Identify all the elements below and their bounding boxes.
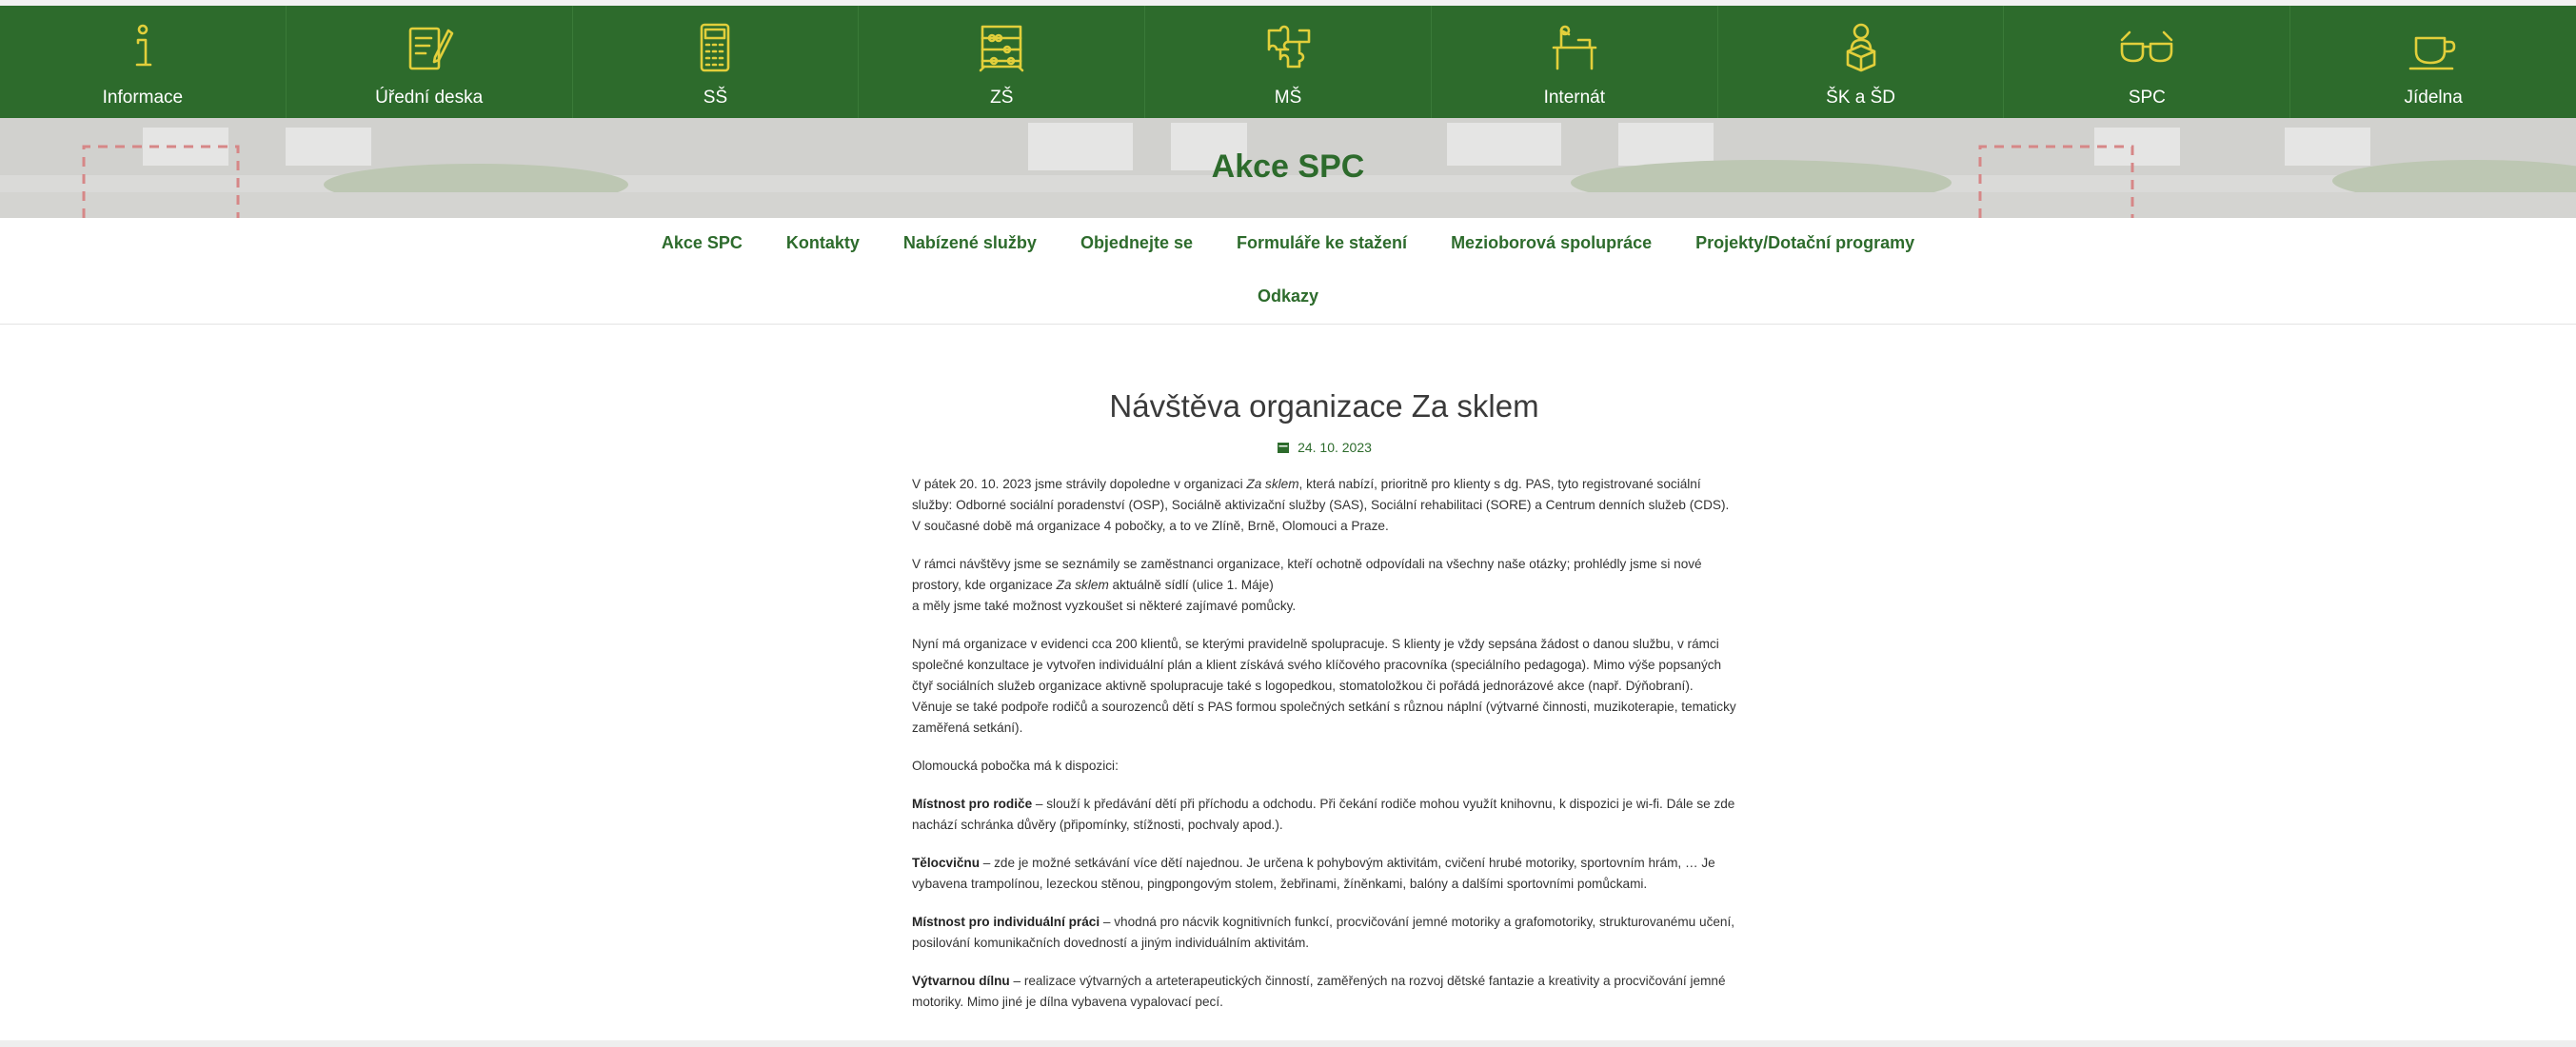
child-box-icon [1831, 19, 1892, 76]
paragraph: Místnost pro individuální práci – vhodná pro nácvik kognitivních funkcí, procvičování jemné motoriky a grafomotoriky, strukturovanému učení, posilování komunikačních dovedností a jiným individuálním aktivitám. [912, 915, 1735, 950]
paragraph: Olomoucká pobočka má k dispozici: [912, 759, 1119, 773]
top-navigation [0, 6, 2576, 118]
subnav-link-formulare[interactable]: Formuláře ke stažení [1236, 233, 1408, 252]
glasses-icon [2116, 19, 2177, 76]
nav-label: SPC [2128, 88, 2166, 108]
paragraph: Nyní má organizace v evidenci cca 200 klientů, se kterými pravidelně spolupracuje. S klienty je vždy sepsána žádost o danou službu, v rámci společné konzultace je vytvořen individuální plán a klient získává svého klíčového pracovníka (speciálního pedagoga). Mimo výše popsaných čtyř sociálních služeb organizace aktivně spolupracuje také s logopedkou, stomatoložkou či pořádá jednorázové akce (např. Dýňobraní). Věnuje se také podpoře rodičů a sourozenců dětí s PAS formou společných setkání s různou náplní (výtvarné činnosti, muzikoterapie, tematicky zaměřená setkání). [912, 637, 1736, 735]
article-title: Návštěva organizace Za sklem [1109, 388, 1539, 424]
subnav-link-kontakty[interactable]: Kontakty [785, 233, 860, 252]
nav-item-ms[interactable] [1144, 6, 1431, 118]
calculator-icon [684, 19, 745, 76]
bottom-scroll-bar [0, 1040, 2576, 1047]
nav-label: ZŠ [990, 88, 1014, 108]
subnav-link-odkazy[interactable]: Odkazy [1257, 286, 1319, 306]
cup-icon [2403, 19, 2464, 76]
article [912, 388, 1736, 1030]
subnav-link-mezioborova-spoluprace[interactable]: Mezioborová spolupráce [1451, 233, 1653, 252]
paragraph: Výtvarnou dílnu – realizace výtvarných a arteterapeutických činností, zaměřených na rozvoj dětské fantazie a kreativity a procvičování jemné motoriky. Mimo jiné je dílna vybavena vypalovací pecí. [912, 974, 1726, 1009]
nav-item-jidelna[interactable] [2289, 6, 2576, 118]
nav-label: Úřední deska [375, 88, 484, 108]
page-title: Akce SPC [1211, 148, 1365, 185]
paragraph: V rámci návštěvy jsme se seznámily se zaměstnanci organizace, kteří ochotně odpovídali na všechny naše otázky; prohlédly jsme si nové prostory, kde organizace Za sklem aktuálně sídlí (ulice 1. Máje) a měly jsme také možnost vyzkoušet si některé zajímavé pomůcky. [912, 557, 1702, 613]
nav-label: MŠ [1274, 88, 1302, 108]
abacus-icon [971, 19, 1032, 76]
nav-item-zs[interactable] [858, 6, 1144, 118]
paragraph: Místnost pro rodiče – slouží k předávání dětí při příchodu a odchodu. Při čekání rodiče mohou využít knihovnu, k dispozici je wi-fi. Dále se zde nachází schránka důvěry (připomínky, stížnosti, pochvaly apod.). [912, 797, 1735, 832]
nav-item-ss[interactable] [572, 6, 859, 118]
nav-label: ŠK a ŠD [1826, 88, 1896, 108]
info-icon [112, 19, 173, 76]
nav-item-informace[interactable] [0, 6, 286, 118]
subnav-link-projekty[interactable]: Projekty/Dotační programy [1695, 233, 1915, 252]
subnav-link-nabizene-sluzby[interactable]: Nabízené služby [902, 233, 1037, 252]
section-navigation [0, 218, 2576, 325]
nav-item-sk-a-sd[interactable] [1717, 6, 2004, 118]
nav-item-spc[interactable] [2003, 6, 2289, 118]
paragraph: Tělocvičnu – zde je možné setkávání více dětí najednou. Je určena k pohybovým aktivitám, cvičení hrubé motoriky, sportovním hrám, … Je vybavena trampolínou, lezeckou stěnou, pingpongovým stolem, žebřinami, žíněnkami, balóny a dalšími sportovními pomůckami. [912, 856, 1715, 891]
article-date [912, 440, 1736, 455]
notice-board-icon [399, 19, 460, 76]
nav-label: Informace [102, 88, 184, 108]
page-banner [0, 118, 2576, 218]
nav-item-internat[interactable] [1431, 6, 1717, 118]
nav-item-uredni-deska[interactable] [286, 6, 572, 118]
subnav-link-objednejte-se[interactable]: Objednejte se [1080, 233, 1193, 252]
nav-label: Internát [1543, 88, 1606, 108]
nav-label: Jídelna [2404, 88, 2463, 108]
paragraph: V pátek 20. 10. 2023 jsme strávily dopoledne v organizaci Za sklem, která nabízí, prioritně pro klienty s dg. PAS, tyto registrované sociální služby: Odborné sociální poradenství (OSP), Sociálně aktivizační služby (SAS), Sociální rehabilitaci (SORE) a Centrum denních služeb (CDS). V současné době má organizace 4 pobočky, a to ve Zlíně, Brně, Olomouci a Praze. [912, 477, 1730, 533]
puzzle-icon [1258, 19, 1318, 76]
article-date-text: 24. 10. 2023 [1298, 440, 1372, 455]
calendar-icon [1277, 441, 1290, 454]
subnav-link-akce-spc[interactable]: Akce SPC [661, 233, 743, 252]
desk-chair-icon [1544, 19, 1605, 76]
nav-label: SŠ [703, 88, 728, 108]
article-body [912, 474, 1736, 1013]
